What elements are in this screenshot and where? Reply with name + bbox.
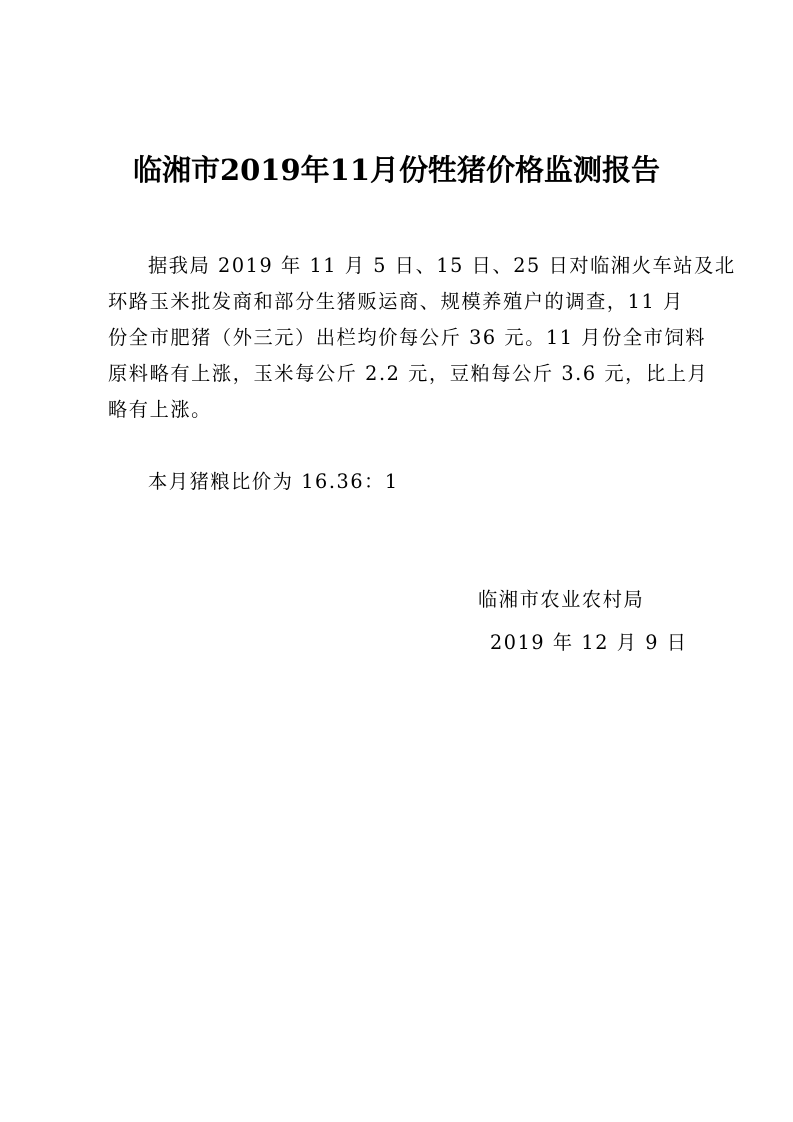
paragraph-1-line-1: 据我局 2019 年 11 月 5 日、15 日、25 日对临湘火车站及北 bbox=[148, 254, 736, 277]
paragraph-1-line-3: 份全市肥猪（外三元）出栏均价每公斤 36 元。11 月份全市饲料 bbox=[108, 326, 707, 349]
paragraph-1-line-4: 原料略有上涨，玉米每公斤 2.2 元，豆粕每公斤 3.6 元，比上月 bbox=[108, 362, 709, 385]
body-paragraph-2: 本月猪粮比价为 16.36：1 bbox=[148, 470, 399, 493]
paragraph-1-line-2: 环路玉米批发商和部分生猪贩运商、规模养殖户的调查，11 月 bbox=[108, 290, 684, 313]
signature-date: 2019 年 12 月 9 日 bbox=[490, 631, 688, 654]
body-paragraph-1 bbox=[108, 248, 736, 428]
signature-organization: 临湘市农业农村局 bbox=[478, 588, 645, 611]
page-title: 临湘市2019年11月份牲猪价格监测报告 bbox=[132, 153, 661, 187]
paragraph-1-line-5: 略有上涨。 bbox=[108, 398, 212, 421]
